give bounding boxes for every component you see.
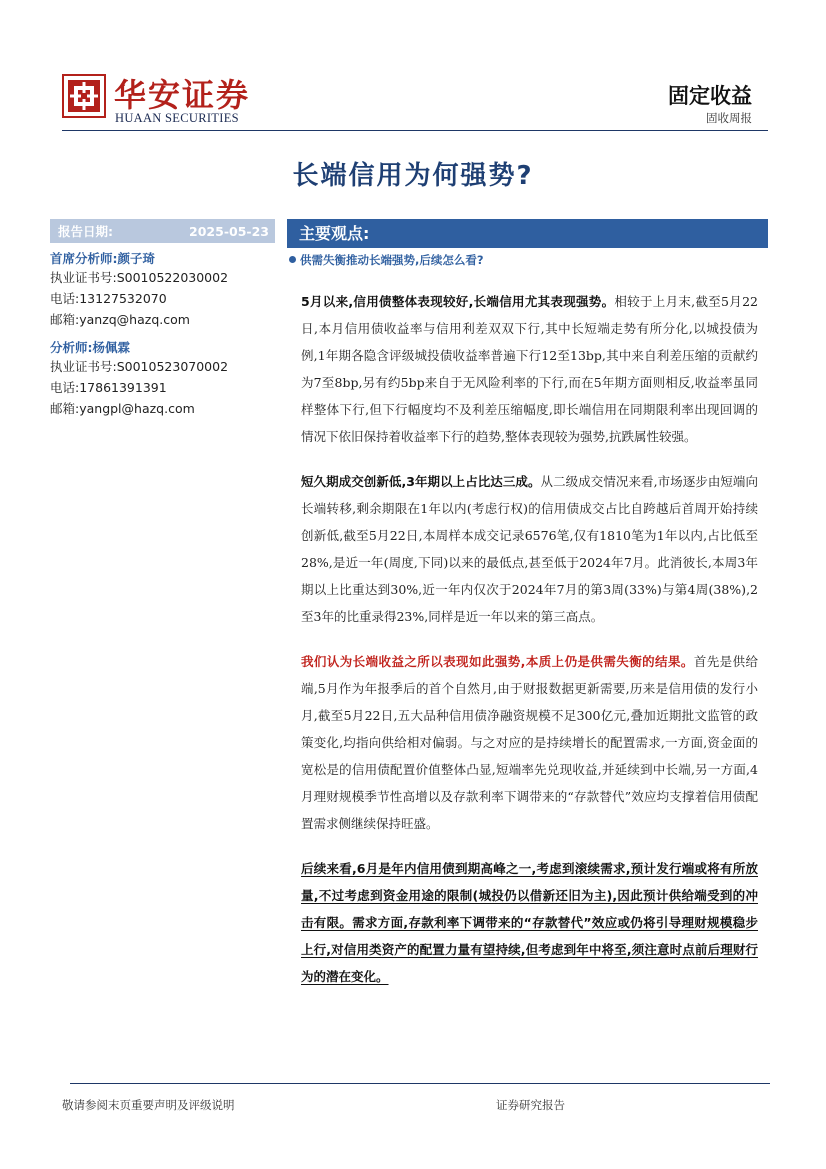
paragraph-2	[301, 468, 758, 630]
paragraph-3-text: 首先是供给端,5月作为年报季后的首个自然月,由于财报数据更新需要,历来是信用债的发行小月,截至5月22日,五大品种信用债净融资规模不足300亿元,叠加近期批文监管的政策变化,均指向供给相对偏弱。与之对应的是持续增长的配置需求,一方面,资金面的宽松是的信用债配置价值整体凸显,短端率先兑现收益,并延续到中长端,另一方面,4月理财规模季节性高增以及存款利率下调带来的“存款替代”效应均支撑着信用债配置需求侧继续保持旺盛。	[301, 654, 758, 831]
paragraph-4: 后续来看,6月是年内信用债到期高峰之一,考虑到滚续需求,预计发行端或将有所放量,不过考虑到资金用途的限制(城投仍以借新还旧为主),因此预计供给端受到的冲击有限。需求方面,存款利率下调带来的“存款替代”效应或仍将引导理财规模稳步上行,对信用类资产的配置力量有望持续,但考虑到年中将至,须注意时点前后理财行为的潜在变化。	[301, 861, 758, 984]
report-date-value: 2025-05-23	[189, 223, 269, 239]
paragraph-3	[301, 648, 758, 837]
report-date-label: 报告日期:	[58, 224, 113, 239]
paragraph-3-lead: 我们认为长端收益之所以表现如此强势,本质上仍是供需失衡的结果。	[301, 654, 694, 669]
report-date-bar	[50, 219, 275, 243]
paragraph-2-text: 从二级成交情况来看,市场逐步由短端向长端转移,剩余期限在1年以内(考虑行权)的信用债成交占比自跨越后首周开始持续创新低,截至5月22日,本周样本成交记录6576笔,仅有1810笔为1年以内,占比低至28%,是近一年(周度,下同)以来的最低点,甚至低于2024年7月。此消彼长,本周3年期以上比重达到30%,近一年内仅次于2024年7月的第3周(33%)与第4周(38%),2至3年的比重录得23%,同样是近一年以来的第三高点。	[301, 474, 758, 624]
logo-chinese-name: 华安证券	[114, 76, 251, 114]
chief-analyst-email[interactable]: 邮箱:yanzq@hazq.com	[50, 312, 190, 327]
paragraph-2-lead: 短久期成交创新低,3年期以上占比达三成。	[301, 474, 541, 489]
chief-analyst-cert: 执业证书号:S0010522030002	[50, 270, 229, 285]
analyst-name: 分析师:杨佩霖	[50, 340, 130, 355]
analyst-sidebar	[50, 219, 275, 419]
key-points-heading: 主要观点:	[287, 219, 768, 248]
paragraph-1	[301, 288, 758, 450]
report-subcategory: 固收周报	[706, 111, 752, 125]
analyst-email[interactable]: 邮箱:yangpl@hazq.com	[50, 401, 195, 416]
analyst-phone: 电话:17861391391	[50, 380, 167, 395]
paragraph-1-text: 相较于上月末,截至5月22日,本月信用债收益率与信用利差双双下行,其中长短端走势有所分化,以城投债为例,1年期各隐含评级城投债收益率普遍下行12至13bp,其中来自利差压缩的贡献约为7至8bp,另有约5bp来自于无风险利率的下行,而在5年期方面则相反,收益率虽同样整体下行,但下行幅度均不及利差压缩幅度,即长端信用在同期限利率出现回调的情况下依旧保持着收益率下行的趋势,整体表现较为强势,抗跌属性较强。	[301, 294, 758, 444]
chief-analyst-phone: 电话:13127532070	[50, 291, 167, 306]
bullet-text: 供需失衡推动长端强势,后续怎么看?	[300, 253, 484, 267]
bullet-dot-icon	[289, 256, 296, 263]
footer-report-type: 证券研究报告	[496, 1098, 565, 1112]
footer-divider	[70, 1083, 770, 1084]
header-divider	[62, 130, 768, 131]
report-body	[301, 288, 758, 1008]
logo-english-name: HUAAN SECURITIES	[115, 111, 239, 125]
report-title: 长端信用为何强势?	[292, 161, 534, 191]
footer-disclaimer: 敬请参阅末页重要声明及评级说明	[62, 1098, 235, 1112]
chief-analyst-name: 首席分析师:颜子琦	[50, 251, 155, 266]
key-points-bullet	[289, 252, 484, 268]
analyst-cert: 执业证书号:S0010523070002	[50, 359, 229, 374]
paragraph-1-lead: 5月以来,信用债整体表现较好,长端信用尤其表现强势。	[301, 294, 615, 309]
company-logo	[62, 70, 262, 128]
report-category: 固定收益	[668, 84, 752, 108]
logo-seal-icon	[62, 74, 106, 118]
